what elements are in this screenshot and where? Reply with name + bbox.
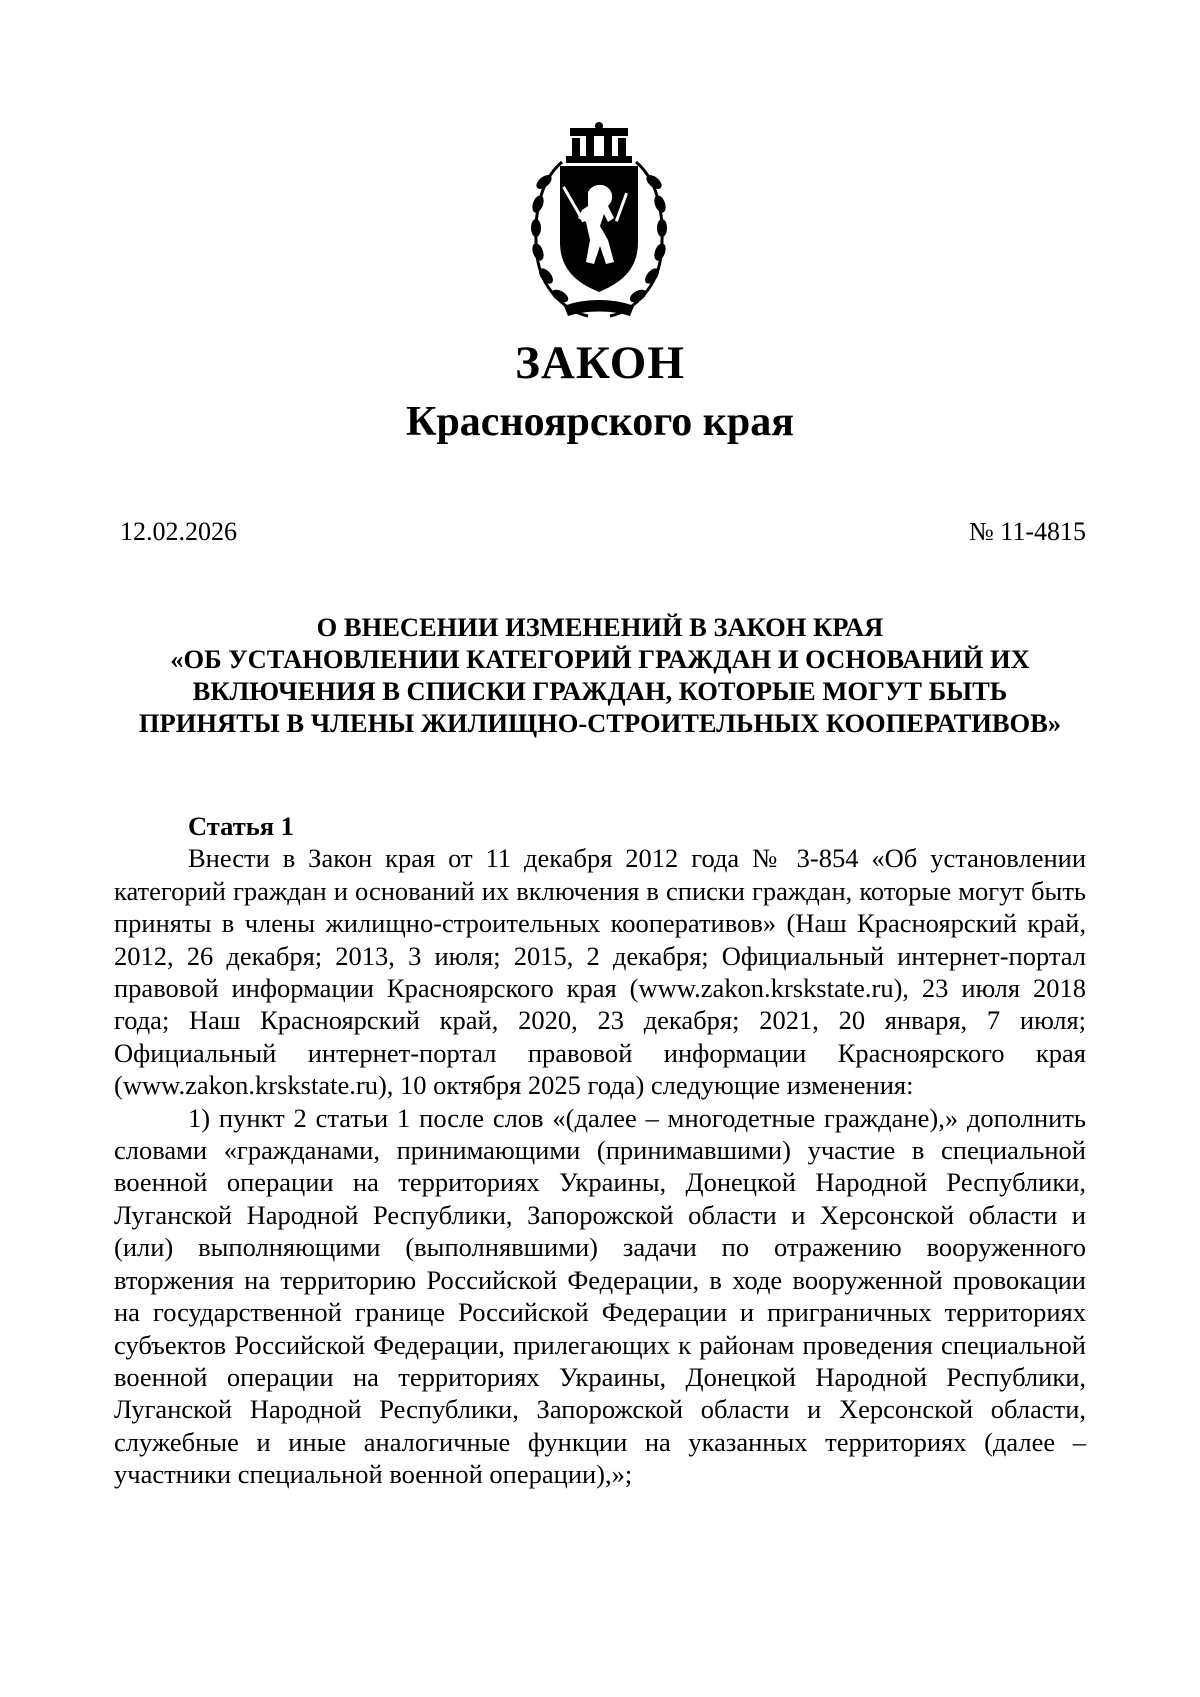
document-subject — [100, 611, 1100, 739]
article-heading: Статья 1 — [188, 811, 294, 841]
document-subtitle: Красноярского края — [405, 399, 795, 445]
body-paragraph: 1) пункт 2 статьи 1 после слов «(далее – многодетные граждане),» дополнить словами «гражданами, принимающими (принимавшими) участие в специальной военной операции на территориях Украины, Донецкой Народной Республики, Луганской Народной Республики, Запорожской области и Херсонской области и (или) выполняющими (выполнявшими) задачи по отражению вооруженного вторжения на территорию Российской Федерации, в ходе вооруженной провокации на государственной границе Российской Федерации и приграничных территориях субъектов Российской Федерации, прилегающих к районам проведения специальной военной операции на территориях Украины, Донецкой Народной Республики, Луганской Народной Республики, Запорожской области и Херсонской области, служебные и иные аналогичные функции на указанных территориях (далее – участники специальной военной операции),»; — [114, 1102, 1086, 1490]
document-title: ЗАКОН — [515, 337, 685, 389]
coat-of-arms-icon — [528, 122, 670, 322]
subject-line: ВКЛЮЧЕНИЯ В СПИСКИ ГРАЖДАН, КОТОРЫЕ МОГУТ БЫТЬ — [192, 676, 1008, 706]
document-body — [114, 810, 1086, 1491]
body-paragraph: Внести в Закон края от 11 декабря 2012 года № 3-854 «Об установлении категорий граждан и оснований их включения в списки граждан, которые могут быть приняты в члены жилищно-строительных кооперативов» (Наш Красноярский край, 2012, 26 декабря; 2013, 3 июля; 2015, 2 декабря; Официальный интернет-портал правовой информации Красноярского края (www.zakon.krskstate.ru), 23 июля 2018 года; Наш Красноярский край, 2020, 23 декабря; 2021, 20 января, 7 июля; Официальный интернет-портал правовой информации Красноярского края (www.zakon.krskstate.ru), 10 октября 2025 года) следующие изменения: — [114, 843, 1086, 1101]
document-date: 12.02.2026 — [120, 517, 237, 546]
document-number: № 11-4815 — [969, 517, 1086, 546]
subject-line: ПРИНЯТЫ В ЧЛЕНЫ ЖИЛИЩНО-СТРОИТЕЛЬНЫХ КООПЕРАТИВОВ» — [138, 708, 1062, 738]
subject-line: «ОБ УСТАНОВЛЕНИИ КАТЕГОРИЙ ГРАЖДАН И ОСНОВАНИЙ ИХ — [170, 644, 1030, 674]
subject-line: О ВНЕСЕНИИ ИЗМЕНЕНИЙ В ЗАКОН КРАЯ — [316, 612, 884, 642]
